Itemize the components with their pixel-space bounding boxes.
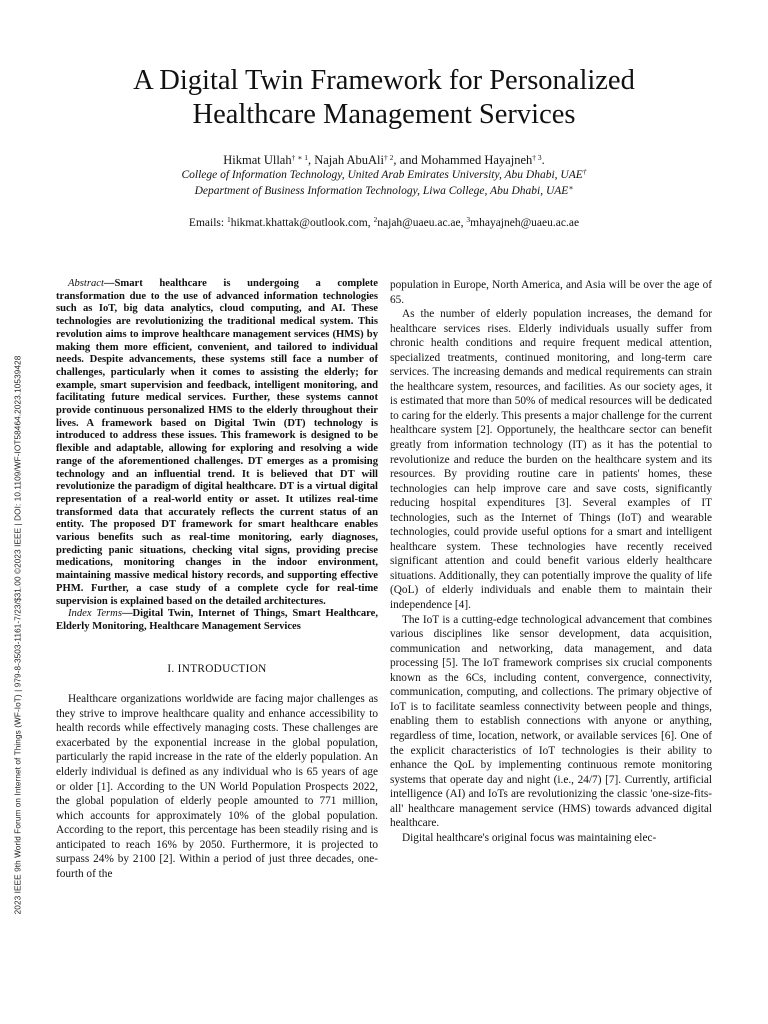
doi-sidebar [5,315,31,955]
abstract-body: —Smart healthcare is undergoing a complete transformation due to the use of advanced information technologies such as IoT, big data analytics, cloud computing, and AI. These technologies are revolutionizing the traditional medical system. This revolution aims to improve healthcare management services (HMS) by making them more efficient, convenient, and tailored to individual needs. Despite advancements, these systems still face a number of challenges, particularly when it comes to assisting the elderly; for example, smart supervision and feedback, intelligent monitoring, and facilitating future medical services. Further, these systems cannot provide continuous personalized HMS to the elderly throughout their lives. A framework based on Digital Twin (DT) technology is introduced to address these issues. This framework is designed to be flexible and adaptable, allowing for exploring and resolving a wide range of the aforementioned challenges. DT emerges as a promising technology and an influential trend. It is believed that DT will revolutionize the paradigm of digital healthcare. DT is a virtual digital representation of a real-world entity or asset. It utilizes real-time transformed data that accurately reflects the current status of an entity. The proposed DT framework for smart healthcare enables various benefits such as real-time monitoring, early diagnoses, predicting panic situations, checking vital signs, providing precise medications, monitoring changes in the indoor environment, maintaining massive medical history records, and supporting effective PHM. Further, a case study of a complete cycle for real-time supervision is explained based on the detailed architectures. [56,278,378,607]
right-paragraph-4: Digital healthcare's original focus was maintaining elec- [402,831,657,844]
affiliation-2 [60,184,708,199]
index-terms-body: —Digital Twin, Internet of Things, Smart Healthcare, Elderly Monitoring, Healthcare Management Services [56,608,378,632]
abstract-lead: Abstract [68,278,104,289]
author-1: Hikmat Ullah [223,153,292,167]
author-list [60,152,708,168]
email-line [60,216,708,231]
left-paragraph-1: Healthcare organizations worldwide are facing major challenges as they strive to improve healthcare quality and enhance accessibility to health records while effectively managing costs. These challenges are exacerbated by the exponential increase in the global population, particularly the rapid increase in the rate of the elderly population. An elderly individual is defined as any individual who is 65 years of age or older [1]. According to the UN World Population Prospects 2022, the global population of elderly people amounted to 771 million, which accounts for approximately 10% of the global population. According to the report, this percentage has been steadily rising and is anticipated to reach 16% by 2050. Furthermore, it is projected to surpass 24% by 2100 [2]. Within a period of just three decades, one-fourth of the [56,693,378,880]
author-2: Najah AbuAli [314,153,385,167]
email-1-mark: 1 [226,215,231,224]
affiliation-2-text: Department of Business Information Technology, Liwa College, Abu Dhabi, UAE [194,185,569,197]
abstract [56,278,378,608]
author-3: Mohammed Hayajneh [420,153,533,167]
email-3[interactable]: mhayajneh@uaeu.ac.ae [470,217,580,229]
email-2-mark: 2 [373,215,378,224]
author-3-marks: † 3 [532,153,542,162]
left-column [56,278,378,881]
affiliation-1-text: College of Information Technology, United Arab Emirates University, Abu Dhabi, UAE [181,169,583,181]
index-terms [56,608,378,633]
index-terms-lead: Index Terms [68,608,122,620]
section-heading-introduction: I. INTRODUCTION [167,662,267,675]
doi-sidebar-text: 2023 IEEE 9th World Forum on Internet of Things (WF-IoT) | 979-8-3503-1161-7/23/$31.00 ©2023 IEEE | DOI: 10.1109/WF-IOT58464.2023.10539428 [13,355,23,915]
right-paragraph-1: population in Europe, North America, and Asia will be over the age of 65. [390,279,712,306]
email-1[interactable]: hikmat.khattak@outlook.com, [230,217,374,229]
right-paragraph-3: The IoT is a cutting-edge technological advancement that combines various disciplines like sensor development, data acquisition, communication and networking, data management, and data processing [5]. The IoT framework comprises six crucial components known as the 6Cs, including content, convergence, connectivity, communication, computing, and collections. The primary objective of IoT is to facilitate seamless connectivity between people and things, enabling them to establish connections with anyone or anything, regardless of time, location, network, or available services [6]. One of the explicit characteristics of IoT technologies is their ability to enhance the QoL by implementing continuous remote monitoring systems that operate day and night (i.e., 24/7) [7]. Currently, artificial intelligence (AI) and IoTs are revolutionizing the classic 'one-size-fits-all' healthcare management service (HMS) towards advanced digital healthcare. [390,613,712,830]
email-label: Emails: [188,217,227,229]
right-column [390,278,712,845]
author-separator: , and [393,153,421,167]
author-list-end: . [541,153,545,167]
paper-title [60,64,708,132]
title-line-1: A Digital Twin Framework for Personalized [133,65,635,96]
affiliation-1-mark: † [582,167,587,176]
right-paragraph-2: As the number of elderly population increases, the demand for healthcare services rises. Elderly individuals usually suffer from chronic health conditions and require frequent medical attention, specialized treatments, continued monitoring, and long-term care services. The increasing demands and medical requirements can strain the healthcare system, resources, and facilities. As our society ages, it is estimated that more than 50% of medical resources will be dedicated to caring for the elderly. This presents a major challenge for the current healthcare system [2]. Opportunely, the healthcare sector can benefit greatly from information technology (IT) as it has the potential to revolutionize and reduce the burden on the healthcare system and its resources. By providing routine care in patients' homes, these technologies can help improve care and save costs, significantly reducing hospital expenditures [3]. Several examples of IT technologies, such as the Internet of Things (IoT) and wearable technologies, could provide useful options for a smart and intelligent healthcare system. These technologies have recently received significant attention and could benefit various elderly healthcare situations. Additionally, they can potentially improve the quality of life (QoL) of elderly individuals and enable them to maintain their independence [4]. [390,308,712,612]
affiliation-2-mark: ∗ [568,183,574,192]
email-3-mark: 3 [466,215,471,224]
author-1-marks: † ∗ 1 [291,153,308,162]
affiliation-1 [60,168,708,183]
title-line-2: Healthcare Management Services [192,99,576,130]
email-2[interactable]: najah@uaeu.ac.ae, [377,217,467,229]
author-2-marks: † 2 [384,153,394,162]
author-separator: , [307,153,315,167]
